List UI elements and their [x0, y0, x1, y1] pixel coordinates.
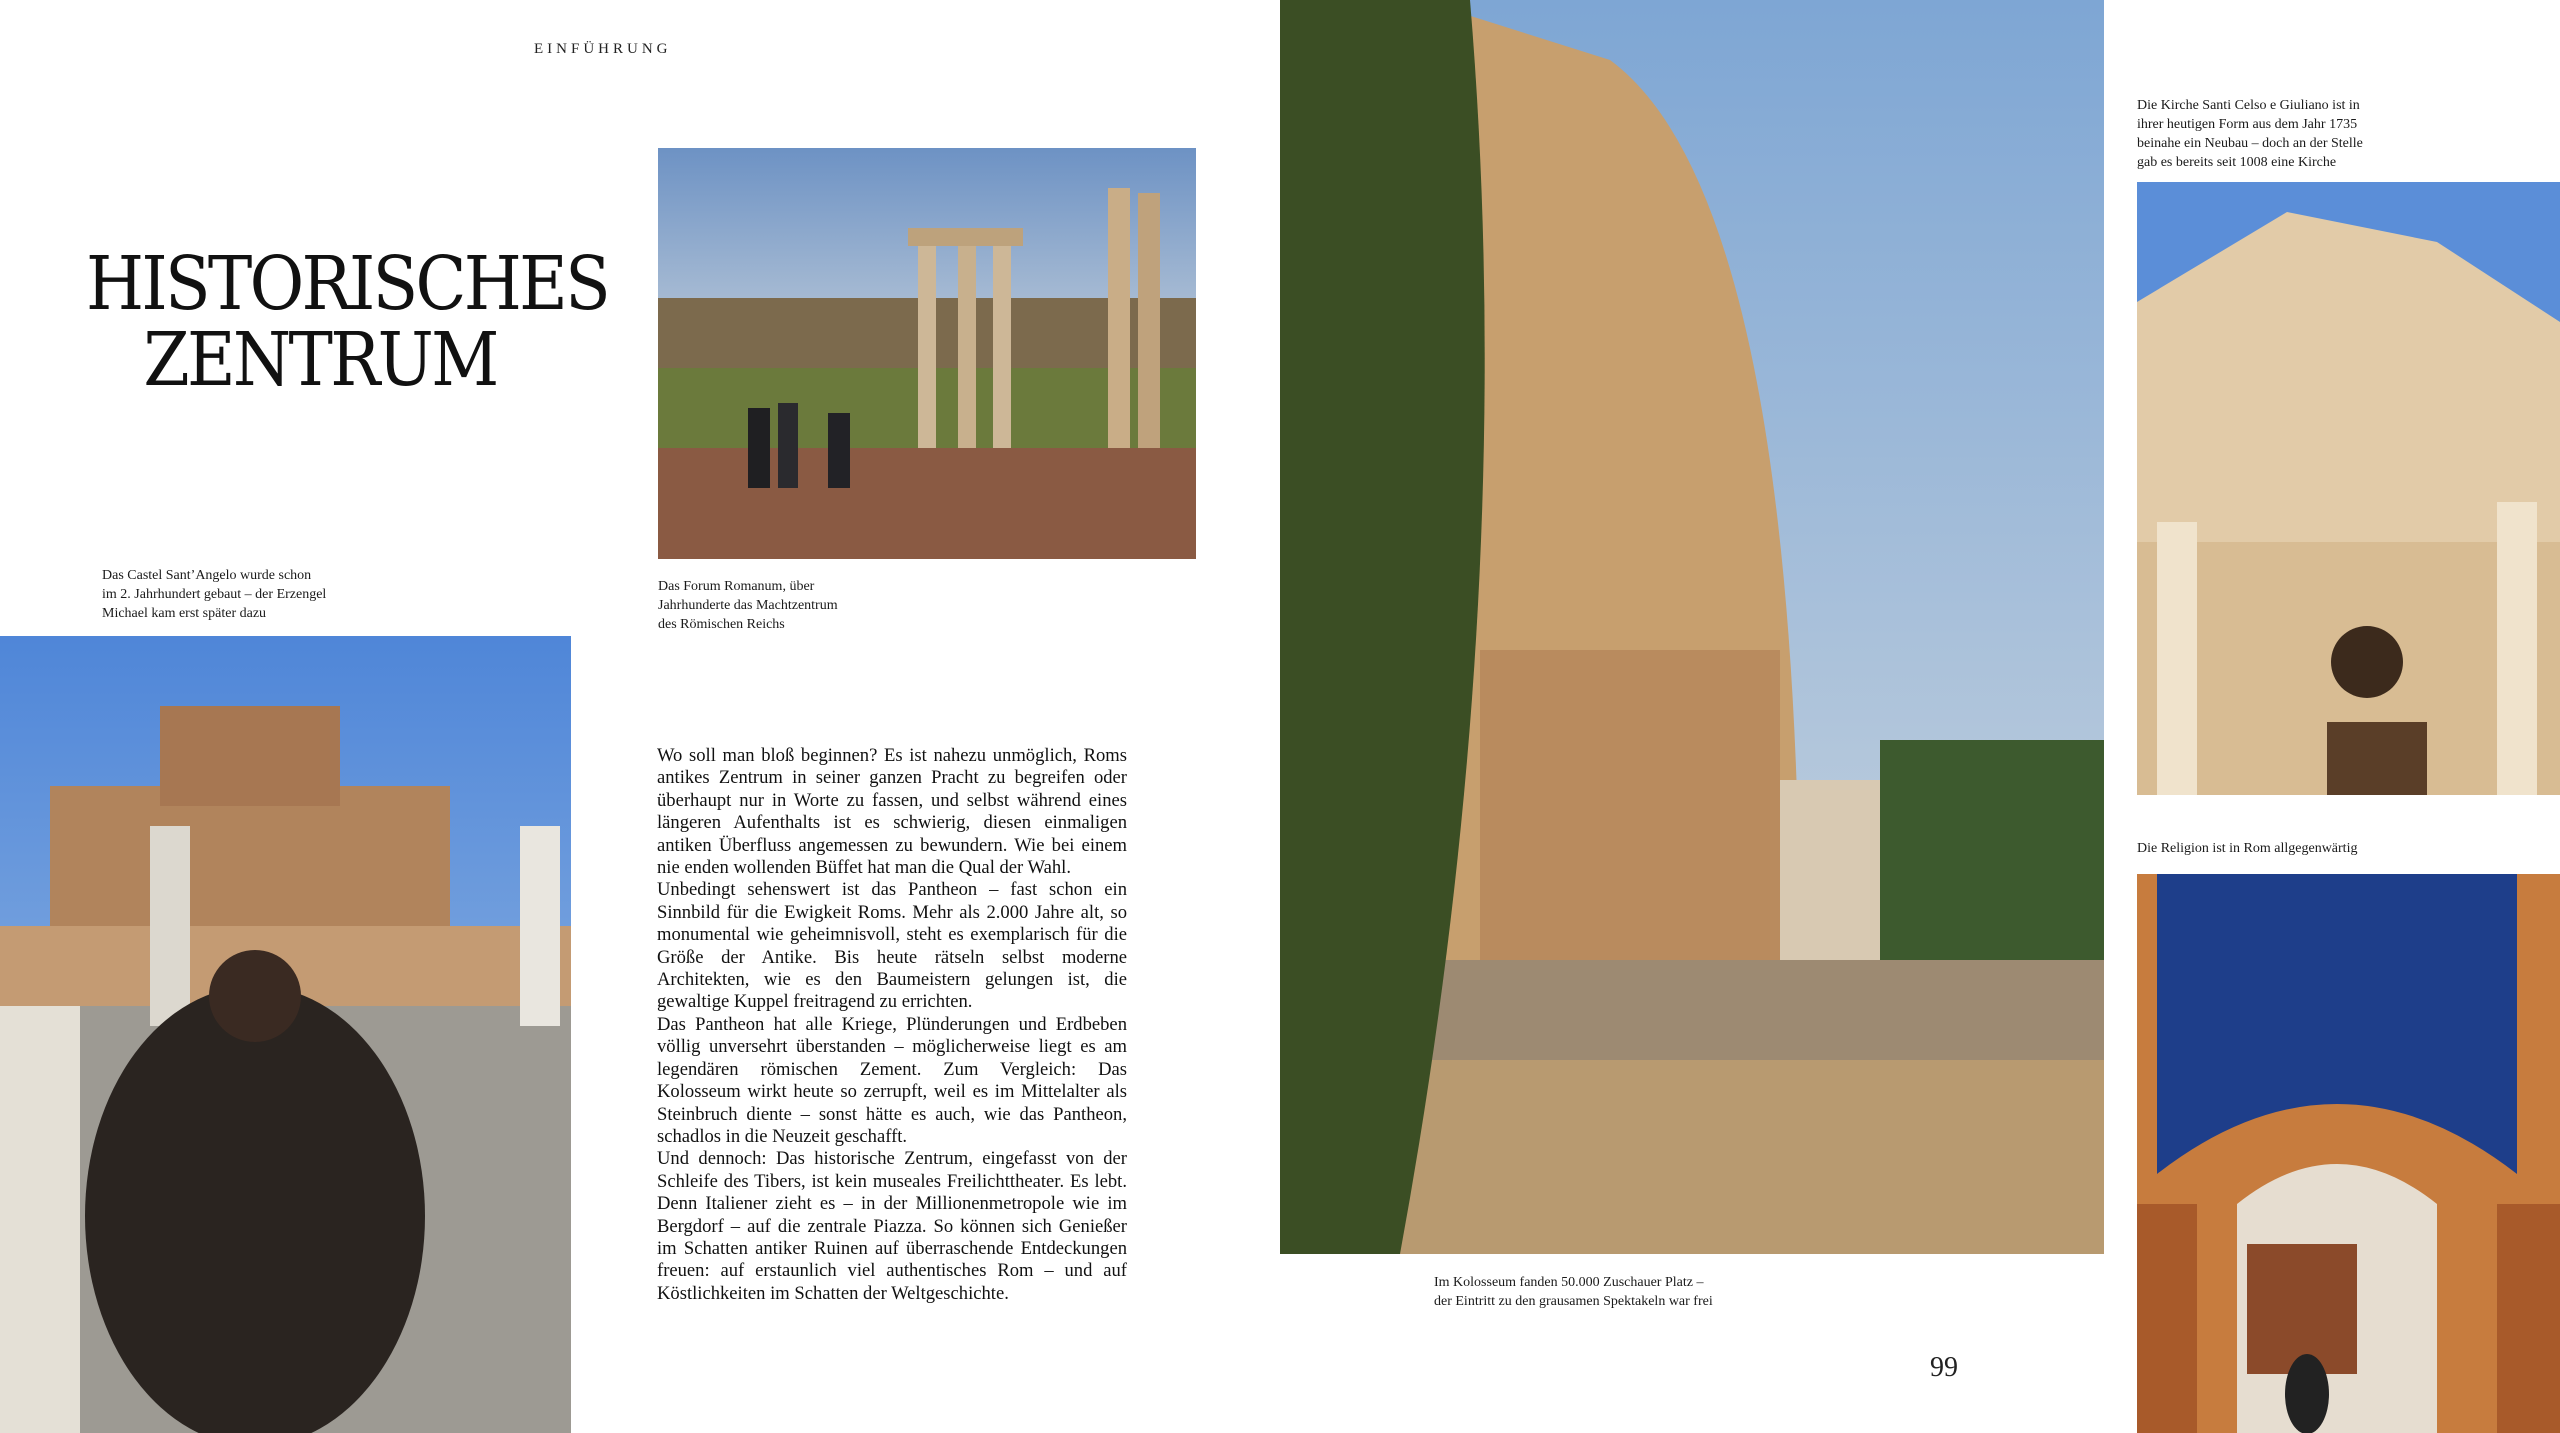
section-label: EINFÜHRUNG — [534, 41, 672, 57]
body-paragraph: Unbedingt sehenswert ist das Pantheon – fast schon ein Sinnbild für die Ewigkeit Roms. Mehr als 2.000 Jahre alt, so monumental wie geheimnisvoll, steht es exemplarisch für die Größe der Antike. Bis heute rätseln selbst moderne Architekten, wie es den Baumeistern gelungen ist, die gewaltige Kuppel freitragend zu errichten. — [657, 879, 1127, 1013]
arched-passage-photo — [2137, 874, 2560, 1433]
title-line-2: ZENTRUM — [143, 317, 497, 403]
castel-santangelo-photo — [0, 636, 571, 1433]
caption-castel-santangelo — [102, 566, 422, 623]
colosseum-photo — [1280, 0, 2104, 1254]
caption-line: Die Kirche Santi Celso e Giuliano ist in — [2137, 98, 2360, 113]
caption-forum-romanum — [658, 577, 958, 634]
caption-kirche — [2137, 96, 2557, 172]
caption-line: Die Religion ist in Rom allgegenwärtig — [2137, 841, 2358, 856]
church-facade-photo — [2137, 182, 2560, 795]
forum-romanum-photo — [658, 148, 1196, 559]
caption-line: Im Kolosseum fanden 50.000 Zuschauer Platz – — [1434, 1275, 1704, 1290]
caption-line: Das Castel Sant’Angelo wurde schon — [102, 568, 312, 583]
caption-line: im 2. Jahrhundert gebaut – der Erzengel — [102, 587, 327, 602]
caption-religion — [2137, 839, 2557, 858]
caption-line: gab es bereits seit 1008 eine Kirche — [2137, 155, 2337, 170]
caption-line: Jahrhunderte das Machtzentrum — [658, 598, 838, 613]
caption-kolosseum — [1434, 1273, 1854, 1311]
page-number: 99 — [1930, 1352, 1958, 1383]
body-paragraph: Und dennoch: Das historische Zentrum, eingefasst von der Schleife des Tibers, ist kein museales Freilichttheater. Es lebt. Denn Italiener zieht es – in der Millionenmetropole wie im Bergdorf – auf die zentrale Piazza. So können sich Genießer im Schatten antiker Ruinen auf überraschende Entdeckungen freuen: auf erstaunlich viel authentisches Rom – und auf Köstlichkeiten im Schatten der Weltgeschichte. — [657, 1148, 1127, 1304]
caption-line: der Eintritt zu den grausamen Spektakeln war frei — [1434, 1294, 1713, 1309]
caption-line: Michael kam erst später dazu — [102, 606, 267, 621]
article-body — [657, 745, 1127, 1305]
caption-line: des Römischen Reichs — [658, 617, 785, 632]
body-paragraph: Wo soll man bloß beginnen? Es ist nahezu unmöglich, Roms antikes Zentrum in seiner ganzen Pracht zu begreifen oder überhaupt nur in Worte zu fassen, und selbst während eines längeren Aufenthalts ist es schwierig, diesen einmaligen antiken Überfluss angemessen zu bewundern. Wie bei einem nie enden wollenden Büffet hat man die Qual der Wahl. — [657, 745, 1127, 879]
body-paragraph: Das Pantheon hat alle Kriege, Plünderungen und Erdbeben völlig unversehrt überstanden – möglicherweise liegt es am legendären römischen Zement. Zum Vergleich: Das Kolosseum wirkt heute so zerrupft, weil es im Mittelalter als Steinbruch diente – sonst hätte es auch, wie das Pantheon, schadlos in die Neuzeit geschafft. — [657, 1013, 1127, 1147]
page-title — [86, 241, 608, 403]
caption-line: ihrer heutigen Form aus dem Jahr 1735 — [2137, 117, 2358, 132]
title-line-1: HISTORISCHES — [86, 241, 608, 327]
caption-line: beinahe ein Neubau – doch an der Stelle — [2137, 136, 2363, 151]
caption-line: Das Forum Romanum, über — [658, 579, 815, 594]
